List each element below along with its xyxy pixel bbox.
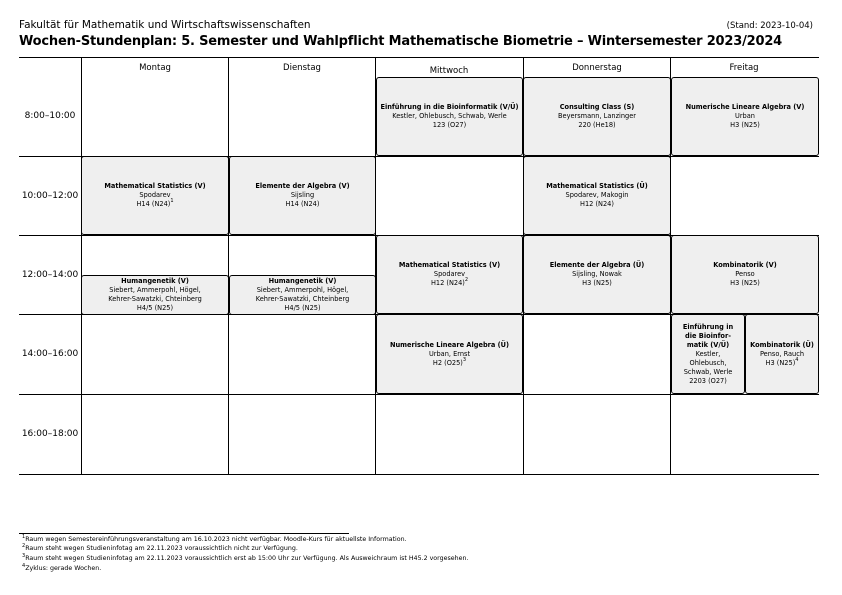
event-title: Humangenetik (V) xyxy=(268,277,337,285)
event-room: H4/5 (N25) xyxy=(136,304,174,312)
event-people: Urban, Ernst xyxy=(428,349,471,358)
faculty-name: Fakultät für Mathematik und Wirtschaftswissenschaften xyxy=(19,19,311,31)
time-slot-14: 14:00–16:00 xyxy=(21,349,79,359)
day-wednesday: Mittwoch xyxy=(429,66,469,76)
event-people: Spodarev xyxy=(433,270,466,278)
grid-col-line xyxy=(81,58,82,475)
event-bioinformatik-wed[interactable] xyxy=(376,77,523,156)
footnote-4: $^4$Zyklus: gerade Wochen. xyxy=(22,563,102,572)
event-elem-algebra-v[interactable] xyxy=(229,156,376,235)
event-title: Consulting Class (S) xyxy=(559,103,635,111)
event-people: Spodarev xyxy=(139,191,171,199)
footnote-3: $^3$Raum steht wegen Studieninfotag am 22.11.2023 voraussichtlich erst ab 15:00 Uhr zur Verfügung. Als Ausweichraum ist H45.2 vorgesehen. xyxy=(22,553,469,562)
day-thursday: Donnerstag xyxy=(572,63,622,73)
event-title: Kombinatorik (Ü) xyxy=(750,340,814,349)
event-room: H2 $(O25)^3$ xyxy=(432,356,467,367)
event-consulting-class[interactable] xyxy=(523,77,671,156)
event-elem-algebra-ue[interactable] xyxy=(523,235,671,314)
event-people: Urban xyxy=(735,112,755,120)
event-room: H3 (N25) xyxy=(582,279,612,287)
event-title: Kombinatorik (V) xyxy=(713,261,777,269)
event-title: Humangenetik (V) xyxy=(121,277,189,285)
event-people: Kestler, Ohlebusch, Schwab, Werle xyxy=(392,112,507,120)
footnote-ref: 3 xyxy=(462,356,467,363)
day-monday: Montag xyxy=(139,63,171,73)
footnote-divider xyxy=(19,533,349,534)
event-title: Mathematical Statistics (V) xyxy=(398,261,501,269)
event-title: Numerische Lineare Algebra (Ü) xyxy=(389,340,510,349)
event-people: Penso xyxy=(735,270,755,278)
event-room: H4/5 (N25) xyxy=(284,304,321,312)
footnote-1: $^1$Raum wegen Semestereinführungsveranstaltung am 16.10.2023 nicht verfügbar. Moodle-Kurs für aktuellste Information. xyxy=(22,534,407,543)
event-room: H3 (N25) xyxy=(730,121,760,129)
time-slot-16: 16:00–18:00 xyxy=(21,429,79,439)
event-humangenetik-tue[interactable] xyxy=(229,275,376,315)
status-date: (Stand: 2023-10-04) xyxy=(726,21,813,31)
footnote-2: $^2$Raum steht wegen Studieninfotag am 22.11.2023 voraussichtlich nicht zur Verfügung. xyxy=(22,543,298,552)
event-people: Siebert, Ammerpohl, Högel, xyxy=(256,286,349,294)
grid-line-bottom xyxy=(19,474,819,475)
time-slot-10: 10:00–12:00 xyxy=(21,191,79,201)
event-title: die Bioinfor- xyxy=(685,331,731,340)
event-math-stat-v-wed[interactable] xyxy=(376,235,523,314)
event-title: Mathematical Statistics (V) xyxy=(104,182,206,190)
event-kombinatorik-v[interactable] xyxy=(671,235,819,314)
event-people: Ohlebusch, xyxy=(689,358,727,367)
page-title: Wochen-Stundenplan: 5. Semester und Wahlpflicht Mathematische Biometrie – Wintersemester 2023/2024 xyxy=(19,34,783,49)
event-people: Kestler, xyxy=(695,349,721,358)
event-people: Sijsling xyxy=(290,191,315,199)
event-people: Beyersmann, Lanzinger xyxy=(557,112,637,120)
event-title: Numerische Lineare Algebra (V) xyxy=(685,103,805,111)
grid-line-top xyxy=(19,57,819,58)
event-math-stat-v-mon[interactable] xyxy=(81,156,229,235)
event-title: Elemente der Algebra (V) xyxy=(255,182,350,190)
event-people: Kehrer-Sawatzki, Chteinberg xyxy=(108,295,202,303)
event-people: Sijsling, Nowak xyxy=(572,270,622,278)
footnote-ref: 1 xyxy=(170,198,174,204)
event-room: 2203 (O27) xyxy=(689,376,727,385)
event-title: Elemente der Algebra (Ü) xyxy=(549,261,645,269)
event-bioinformatik-fri[interactable] xyxy=(671,314,745,394)
event-room: H14 $(N24)^1$ xyxy=(136,198,174,208)
event-room: 123 (O27) xyxy=(432,121,467,129)
day-tuesday: Dienstag xyxy=(283,63,321,73)
event-room: H12 $(N24)^2$ xyxy=(430,277,469,287)
event-people: Siebert, Ammerpohl, Högel, xyxy=(109,286,201,294)
time-slot-12: 12:00–14:00 xyxy=(21,270,79,280)
grid-col-line xyxy=(228,58,229,475)
event-room: H12 (N24) xyxy=(580,200,614,208)
event-humangenetik-mon[interactable] xyxy=(81,275,229,315)
time-slot-8: 8:00–10:00 xyxy=(24,111,76,121)
event-room: H3 $(N25)^4$ xyxy=(765,356,799,367)
event-num-lin-alg-v[interactable] xyxy=(671,77,819,156)
event-room: 220 (He18) xyxy=(578,121,616,129)
event-num-lin-alg-ue[interactable] xyxy=(376,314,523,394)
grid-line-16 xyxy=(19,394,819,395)
event-math-stat-ue[interactable] xyxy=(523,156,671,235)
event-title: Einführung in xyxy=(682,322,734,331)
event-people: Penso, Rauch xyxy=(759,349,805,358)
event-room: H14 (N24) xyxy=(285,200,320,208)
event-title: Mathematical Statistics (Ü) xyxy=(546,182,648,190)
day-friday: Freitag xyxy=(729,63,759,73)
event-people: Spodarev, Makogin xyxy=(565,191,629,199)
event-room: H3 (N25) xyxy=(730,279,760,287)
event-kombinatorik-ue[interactable] xyxy=(745,314,819,394)
event-people: Kehrer-Sawatzki, Chteinberg xyxy=(255,295,350,303)
footnote-ref: 4 xyxy=(795,356,799,363)
event-title: matik (V/Ü) xyxy=(686,340,730,349)
footnote-ref: 2 xyxy=(464,277,469,283)
event-title: Einführung in die Bioinformatik (V/Ü) xyxy=(380,103,519,111)
event-people: Schwab, Werle xyxy=(683,367,733,376)
